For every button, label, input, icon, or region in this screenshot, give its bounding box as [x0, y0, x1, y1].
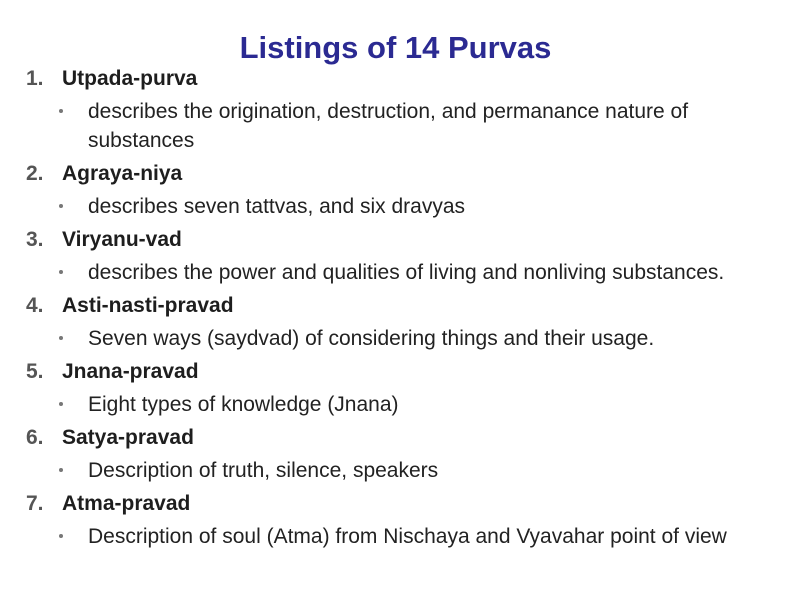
list-item-title: Atma-pravad [62, 492, 191, 515]
list-item-number: 5. [26, 360, 44, 383]
list-item-description: Description of soul (Atma) from Nischaya and Vyavahar point of view [88, 525, 727, 548]
list-item-heading [0, 357, 791, 390]
list-item-number: 6. [26, 426, 44, 449]
bullet-icon [59, 468, 63, 472]
list-item-description: describes seven tattvas, and six dravyas [88, 195, 466, 218]
page-title [0, 28, 791, 68]
list-item-description: Eight types of knowledge (Jnana) [88, 393, 399, 416]
list-item-number: 1. [26, 67, 44, 90]
list-item-description-row [0, 522, 791, 551]
page-title-text: Listings of 14 Purvas [239, 30, 552, 65]
list-item-description-row [0, 97, 791, 155]
list-item [0, 291, 791, 353]
list-item [0, 225, 791, 287]
list-item-number: 2. [26, 162, 44, 185]
list-item-description-row [0, 192, 791, 221]
list-item-number: 3. [26, 228, 44, 251]
list-item-description-row [0, 390, 791, 419]
list-item-description: describes the origination, destruction, and permanance nature of substances [88, 100, 689, 152]
list-item-title: Agraya-niya [62, 162, 183, 185]
list-item-heading [0, 225, 791, 258]
bullet-icon [59, 402, 63, 406]
list-item-heading [0, 64, 791, 97]
list-item-title: Viryanu-vad [62, 228, 182, 251]
list-item-heading [0, 291, 791, 324]
list-item [0, 159, 791, 221]
list-item-heading [0, 489, 791, 522]
list-item-description: describes the power and qualities of living and nonliving substances. [88, 261, 725, 284]
bullet-icon [59, 109, 63, 113]
list-item-heading [0, 423, 791, 456]
bullet-icon [59, 336, 63, 340]
list-item-title: Utpada-purva [62, 67, 198, 90]
list-item-number: 7. [26, 492, 44, 515]
list-item-description: Description of truth, silence, speakers [88, 459, 439, 482]
list-item-description-row [0, 456, 791, 485]
list-item [0, 357, 791, 419]
list-item [0, 64, 791, 155]
list-item-heading [0, 159, 791, 192]
list-item-description-row [0, 258, 791, 287]
list-item-title: Jnana-pravad [62, 360, 199, 383]
bullet-icon [59, 204, 63, 208]
purva-list [0, 64, 791, 555]
list-item-title: Satya-pravad [62, 426, 194, 449]
list-item-description-row [0, 324, 791, 353]
bullet-icon [59, 270, 63, 274]
list-item [0, 423, 791, 485]
list-item-description: Seven ways (saydvad) of considering things and their usage. [88, 327, 655, 350]
list-item-title: Asti-nasti-pravad [62, 294, 234, 317]
list-item [0, 489, 791, 551]
list-item-number: 4. [26, 294, 44, 317]
bullet-icon [59, 534, 63, 538]
